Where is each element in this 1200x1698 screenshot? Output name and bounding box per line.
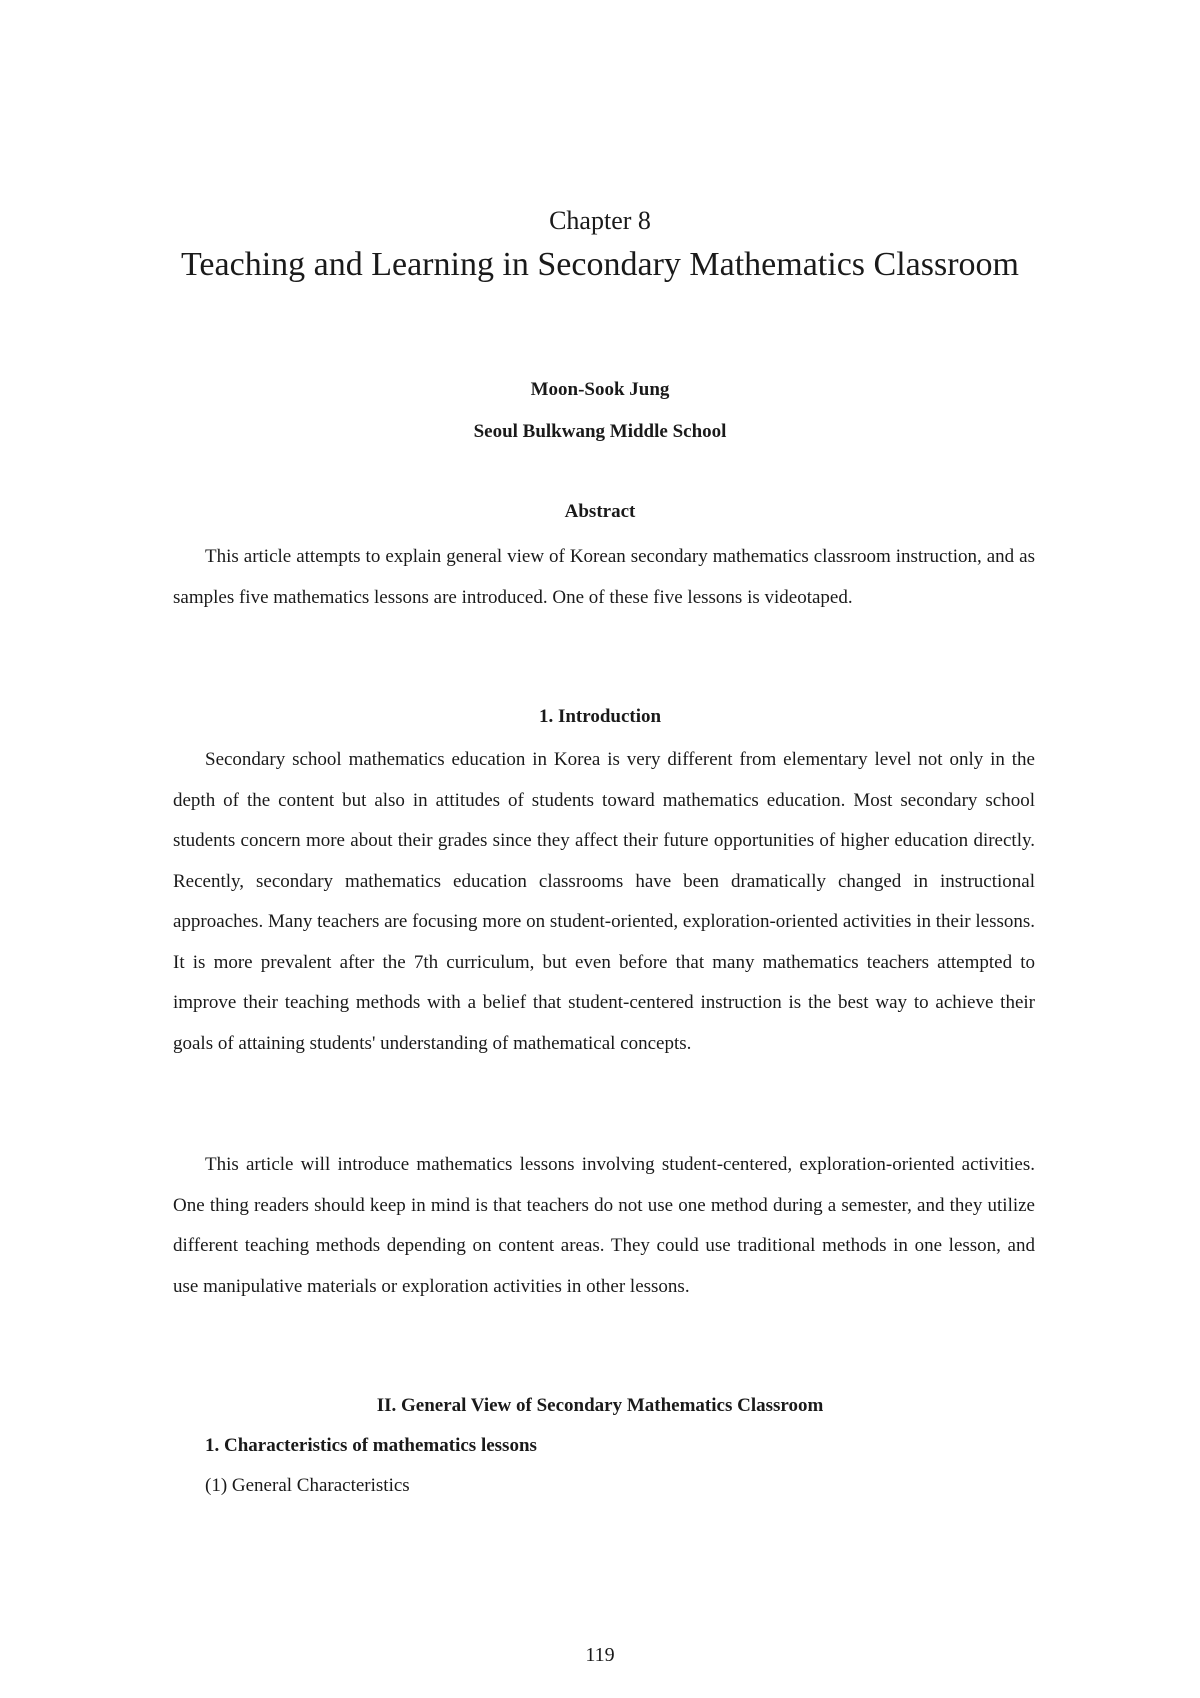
- page-number: 119: [585, 1644, 615, 1666]
- section2-subheading: 1. Characteristics of mathematics lessons: [205, 1435, 537, 1456]
- section2-heading: II. General View of Secondary Mathematics Classroom: [376, 1395, 824, 1416]
- introduction-paragraph-1: Secondary school mathematics education in Korea is very different from elementary level not only in the depth of the content but also in attitudes of students toward mathematics education. Most secondary school students concern more about their grades since they affect their future opportunities of higher education directly. Recently, secondary mathematics education classrooms have been dramatically changed in instructional approaches. Many teachers are focusing more on student-oriented, exploration-oriented activities in their lessons. It is more prevalent after the 7th curriculum, but even before that many mathematics teachers attempted to improve their teaching methods with a belief that student-centered instruction is the best way to achieve their goals of attaining students' understanding of mathematical concepts.: [173, 749, 1035, 1054]
- author-affiliation: Seoul Bulkwang Middle School: [473, 421, 727, 442]
- introduction-heading: 1. Introduction: [538, 706, 662, 727]
- abstract-heading: Abstract: [564, 501, 636, 522]
- author-name: Moon-Sook Jung: [530, 379, 670, 400]
- chapter-label: Chapter 8: [549, 206, 651, 235]
- abstract-text: This article attempts to explain general view of Korean secondary mathematics classroom instruction, and as samples five mathematics lessons are introduced. One of these five lessons is videotaped.: [173, 546, 1035, 608]
- introduction-paragraph-2: This article will introduce mathematics lessons involving student-centered, exploration-oriented activities. One thing readers should keep in mind is that teachers do not use one method during a semester, and they utilize different teaching methods depending on content areas. They could use traditional methods in one lesson, and use manipulative materials or exploration activities in other lessons.: [173, 1154, 1035, 1297]
- section2-subsubheading: (1) General Characteristics: [205, 1475, 410, 1496]
- chapter-title: Teaching and Learning in Secondary Mathematics Classroom: [181, 246, 1019, 283]
